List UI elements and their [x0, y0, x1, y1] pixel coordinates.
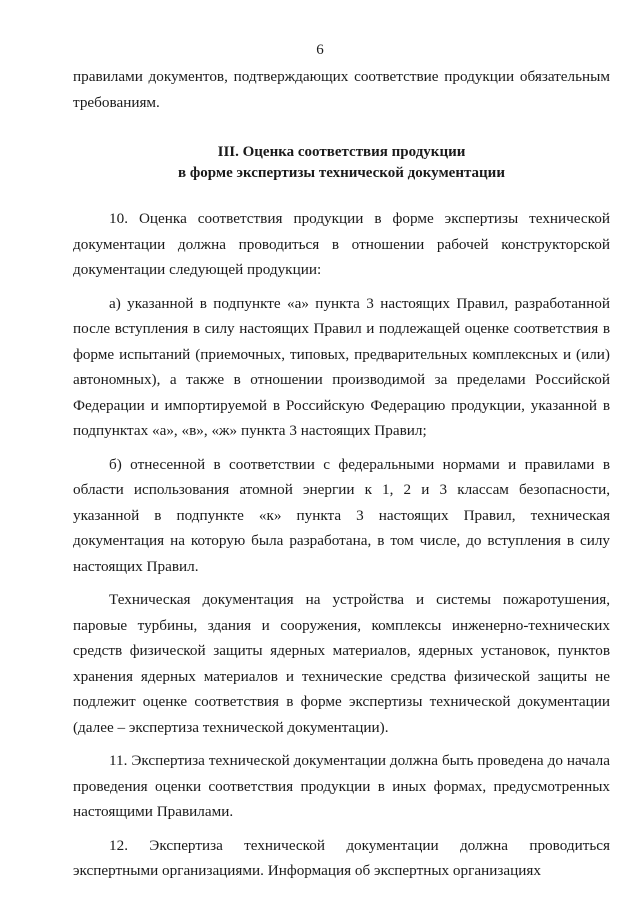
- subparagraph-b: б) отнесенной в соответствии с федеральными нормами и правилами в области использования атомной энергии к 1, 2 и 3 классам безопасности, указанной в подпункте «к» пункта 3 настоящих Правил, техническая документация на которую была разработана, в том числе, до вступления в силу настоящих Правил.: [73, 455, 610, 575]
- document-body: [73, 64, 610, 884]
- paragraph-10: 10. Оценка соответствия продукции в форме экспертизы технической документации должна проводиться в отношении рабочей конструкторской документации следующей продукции:: [73, 210, 610, 278]
- paragraph-technical-documentation: Техническая документация на устройства и системы пожаротушения, паровые турбины, здания и сооружения, комплексы инженерно-технических средств физической защиты ядерных материалов, ядерных установок, пунктов хранения ядерных материалов и технические средства физической защиты не подлежит оценке соответствия в форме экспертизы технической документации (далее – экспертиза технической документации).: [73, 591, 610, 736]
- paragraph-continuation: правилами документов, подтверждающих соответствие продукции обязательным требованиям.: [73, 68, 610, 111]
- section-heading-line-1: III. Оценка соответствия продукции: [217, 144, 466, 160]
- paragraph-12: 12. Экспертиза технической документации должна проводиться экспертными организациями. Информация об экспертных организациях: [73, 836, 610, 879]
- section-heading: [73, 142, 610, 184]
- paragraph-11: 11. Экспертиза технической документации должна быть проведена до начала проведения оценки соответствия продукции в иных формах, предусмотренных настоящими Правилами.: [73, 752, 610, 820]
- page-number: 6: [316, 42, 324, 58]
- section-heading-line-2: в форме экспертизы технической документации: [178, 165, 505, 181]
- subparagraph-a: а) указанной в подпункте «а» пункта 3 настоящих Правил, разработанной после вступления в силу настоящих Правил и подлежащей оценке соответствия в форме испытаний (приемочных, типовых, предварительных комплексных и (или) автономных), а также в отношении производимой за пределами Российской Федерации и импортируемой в Российскую Федерацию продукции, указанной в подпунктах «а», «в», «ж» пункта 3 настоящих Правил;: [73, 294, 610, 439]
